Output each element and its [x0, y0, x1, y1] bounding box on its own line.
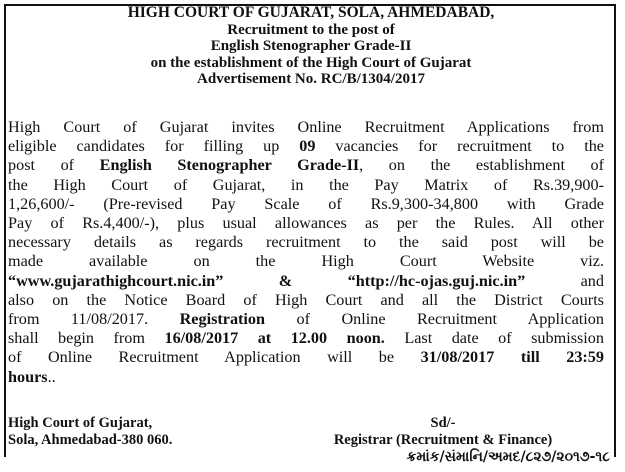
body-text: of Online Recruitment Application will be	[8, 348, 421, 367]
body-line	[8, 214, 604, 233]
body-text: the High Court of Gujarat, in the Pay Matrix of Rs.39,900-	[8, 175, 604, 194]
body-text: eligible candidates for filling up	[8, 137, 300, 156]
body-text: vacancies for recruitment to the	[315, 137, 604, 156]
body-line	[8, 233, 604, 252]
recruitment-line: Recruitment to the post of	[227, 21, 395, 38]
body-text: post of	[8, 156, 100, 175]
signatory-block	[288, 415, 598, 449]
court-name: HIGH COURT OF GUJARAT, SOLA, AHMEDABAD,	[127, 4, 495, 21]
body-line	[8, 329, 604, 348]
signatory-title: Registrar (Recruitment & Finance)	[333, 432, 553, 448]
body-line	[8, 176, 604, 195]
body-bold-text: 31/08/2017 till 23:59	[420, 348, 604, 367]
body-text: of Online Recruitment Application	[265, 310, 604, 329]
issuer-line-1: High Court of Gujarat,	[8, 415, 153, 431]
issuer-line-2: Sola, Ahmedabad-380 060.	[8, 432, 173, 448]
body-line	[8, 348, 604, 367]
body-line	[8, 272, 604, 291]
advertisement-number: Advertisement No. RC/B/1304/2017	[197, 71, 425, 88]
establishment-line: on the establishment of the High Court of Gujarat	[150, 54, 472, 71]
post-title: English Stenographer Grade-II	[210, 38, 412, 55]
body-text: Last date of submission	[384, 329, 604, 348]
body-line	[8, 156, 604, 175]
body-bold-text: English Stenographer Grade-II	[99, 156, 360, 175]
body-text: ..	[47, 367, 56, 386]
body-text: from 11/08/2017.	[8, 310, 180, 329]
body-bold-text: hours	[8, 367, 48, 386]
body-line	[8, 195, 604, 214]
notice-body	[8, 118, 604, 387]
body-text: necessary details as regards recruitment to the said post will be	[8, 233, 604, 252]
body-text: 1,26,600/- (Pre-revised Pay Scale of Rs.9,300-34,800 with Grade	[8, 194, 604, 213]
body-bold-text: Registration	[179, 310, 266, 329]
notice-header	[6, 5, 616, 88]
body-line	[8, 137, 604, 156]
body-line	[8, 291, 604, 310]
reference-number: ક્રમાંક/સંમાનિ/અમદ/૮૨૭/૨૦૧૭-૧૮	[406, 449, 610, 465]
body-bold-text: 09	[299, 137, 316, 156]
body-text: and	[525, 271, 604, 290]
issuer-address	[8, 415, 172, 449]
body-text: High Court of Gujarat invites Online Recruitment Applications from	[8, 118, 604, 136]
body-line	[8, 252, 604, 271]
body-bold-text: 16/08/2017 at 12.00 noon.	[164, 329, 385, 348]
body-text: made available on the High Court Website viz.	[8, 252, 604, 271]
body-text: , on the establishment of	[359, 156, 605, 175]
body-line	[8, 368, 604, 387]
body-text: Pay of Rs.4,400/-), plus usual allowances as per the Rules. All other	[8, 214, 604, 233]
signature-mark: Sd/-	[430, 415, 456, 431]
body-text: also on the Notice Board of High Court and all the District Courts	[8, 290, 604, 309]
body-line	[8, 118, 604, 137]
body-line	[8, 310, 604, 329]
body-text: shall begin from	[8, 329, 165, 348]
body-bold-text: “www.gujarathighcourt.nic.in” & “http://hc-ojas.guj.nic.in”	[8, 271, 526, 290]
